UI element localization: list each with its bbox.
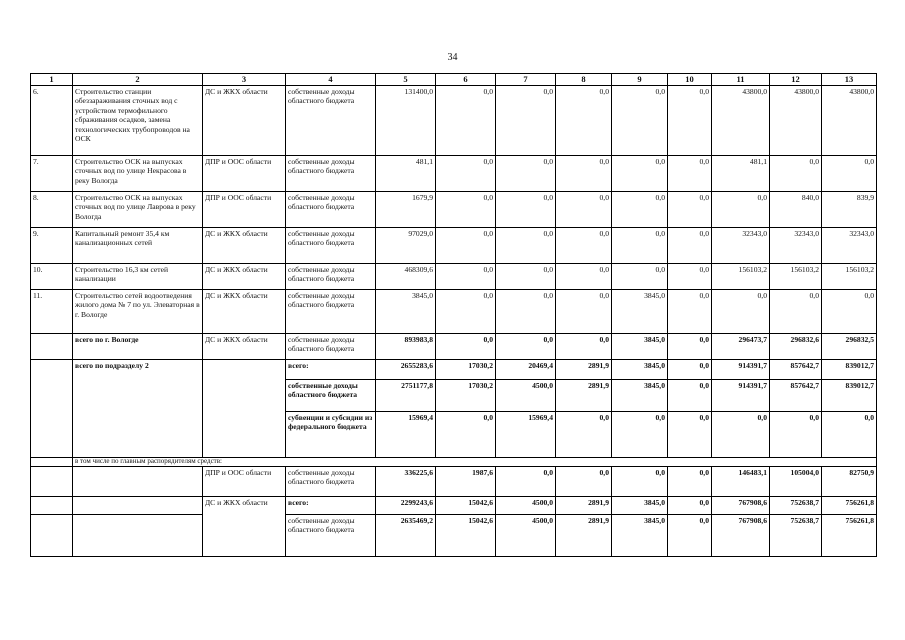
table-header-row: [31, 74, 877, 86]
project-name: [73, 467, 203, 497]
value-cell: 156103,2: [712, 264, 770, 290]
project-name: Капитальный ремонт 35,4 км канализационных сетей: [73, 228, 203, 264]
value-cell: 0,0: [496, 264, 556, 290]
value-cell: 0,0: [496, 290, 556, 334]
admin-row: [31, 497, 877, 515]
value-cell: 0,0: [496, 228, 556, 264]
administrator: ДС и ЖКХ области: [203, 228, 286, 264]
value-cell: 756261,8: [822, 515, 877, 557]
value-cell: 0,0: [556, 264, 612, 290]
row-number: [31, 360, 73, 458]
value-cell: 839012,7: [822, 380, 877, 412]
row-number: 7.: [31, 156, 73, 192]
value-cell: 3845,0: [612, 497, 668, 515]
header-cell: 13: [822, 74, 877, 86]
value-cell: 20469,4: [496, 360, 556, 380]
project-name: [73, 515, 203, 557]
value-cell: 752638,7: [770, 497, 822, 515]
value-cell: 2891,9: [556, 515, 612, 557]
admin-row: [31, 515, 877, 557]
administrator: ДС и ЖКХ области: [203, 86, 286, 156]
value-cell: 0,0: [436, 412, 496, 458]
value-cell: 156103,2: [770, 264, 822, 290]
administrator: ДС и ЖКХ области: [203, 334, 286, 360]
value-cell: 0,0: [712, 290, 770, 334]
value-cell: 0,0: [612, 192, 668, 228]
value-cell: 32343,0: [822, 228, 877, 264]
value-cell: 0,0: [436, 86, 496, 156]
value-cell: 0,0: [822, 412, 877, 458]
total-label: всего по г. Вологде: [73, 334, 203, 360]
row-number: 9.: [31, 228, 73, 264]
project-name: Строительство ОСК на выпусках сточных вод по улице Некрасова в реку Вологда: [73, 156, 203, 192]
header-cell: 8: [556, 74, 612, 86]
value-cell: 0,0: [770, 412, 822, 458]
table-row: [31, 228, 877, 264]
funding-source: собственные доходы областного бюджета: [286, 86, 376, 156]
header-cell: 1: [31, 74, 73, 86]
table-row: [31, 264, 877, 290]
administrator: ДС и ЖКХ области: [203, 290, 286, 334]
value-cell: 0,0: [712, 192, 770, 228]
value-cell: 0,0: [612, 156, 668, 192]
value-cell: 82750,9: [822, 467, 877, 497]
value-cell: 17030,2: [436, 380, 496, 412]
value-cell: 131400,0: [376, 86, 436, 156]
value-cell: 97029,0: [376, 228, 436, 264]
value-cell: 0,0: [556, 228, 612, 264]
table-row: [31, 192, 877, 228]
total-label: всего по подразделу 2: [73, 360, 203, 458]
value-cell: 0,0: [612, 86, 668, 156]
row-number: [31, 497, 73, 515]
value-cell: 43800,0: [822, 86, 877, 156]
value-cell: 1679,9: [376, 192, 436, 228]
value-cell: 43800,0: [770, 86, 822, 156]
section-label-row: [31, 458, 877, 467]
value-cell: 15042,6: [436, 515, 496, 557]
header-cell: 3: [203, 74, 286, 86]
row-number: [31, 458, 73, 467]
row-number: 8.: [31, 192, 73, 228]
value-cell: 0,0: [668, 497, 712, 515]
value-cell: 2635469,2: [376, 515, 436, 557]
administrator: ДС и ЖКХ области: [203, 497, 286, 557]
value-cell: 893983,8: [376, 334, 436, 360]
value-cell: 336225,6: [376, 467, 436, 497]
value-cell: 0,0: [668, 86, 712, 156]
value-cell: 2299243,6: [376, 497, 436, 515]
value-cell: 296832,6: [770, 334, 822, 360]
value-cell: 767908,6: [712, 497, 770, 515]
value-cell: 839012,7: [822, 360, 877, 380]
value-cell: 0,0: [496, 334, 556, 360]
table-row: [31, 156, 877, 192]
value-cell: 0,0: [436, 228, 496, 264]
header-cell: 7: [496, 74, 556, 86]
value-cell: 0,0: [668, 156, 712, 192]
value-cell: 146483,1: [712, 467, 770, 497]
value-cell: 914391,7: [712, 380, 770, 412]
value-cell: 0,0: [668, 412, 712, 458]
value-cell: 0,0: [556, 86, 612, 156]
value-cell: 4500,0: [496, 380, 556, 412]
value-cell: 0,0: [612, 228, 668, 264]
value-cell: 32343,0: [712, 228, 770, 264]
value-cell: 296832,5: [822, 334, 877, 360]
value-cell: 4500,0: [496, 515, 556, 557]
value-cell: 839,9: [822, 192, 877, 228]
value-cell: 756261,8: [822, 497, 877, 515]
funding-source: собственные доходы областного бюджета: [286, 467, 376, 497]
page-number: 34: [447, 52, 458, 63]
value-cell: 2891,9: [556, 380, 612, 412]
value-cell: 0,0: [668, 380, 712, 412]
header-cell: 11: [712, 74, 770, 86]
value-cell: 0,0: [556, 156, 612, 192]
value-cell: 0,0: [556, 192, 612, 228]
value-cell: 857642,7: [770, 360, 822, 380]
value-cell: 0,0: [668, 360, 712, 380]
section-label: в том числе по главным распорядителям средств:: [73, 458, 877, 467]
value-cell: 0,0: [436, 264, 496, 290]
value-cell: 0,0: [556, 290, 612, 334]
funding-source: собственные доходы областного бюджета: [286, 334, 376, 360]
table-row: [31, 290, 877, 334]
funding-source: собственные доходы областного бюджета: [286, 380, 376, 412]
value-cell: 0,0: [496, 156, 556, 192]
header-cell: 5: [376, 74, 436, 86]
project-name: Строительство сетей водоотведения жилого дома № 7 по ул. Элеваторная в г. Вологде: [73, 290, 203, 334]
row-number: [31, 334, 73, 360]
funding-source: собственные доходы областного бюджета: [286, 515, 376, 557]
value-cell: 15969,4: [376, 412, 436, 458]
funding-source: собственные доходы областного бюджета: [286, 290, 376, 334]
value-cell: 0,0: [668, 515, 712, 557]
value-cell: 32343,0: [770, 228, 822, 264]
project-name: Строительство ОСК на выпусках сточных вод по улице Лаврова в реку Вологда: [73, 192, 203, 228]
header-cell: 6: [436, 74, 496, 86]
value-cell: 0,0: [436, 334, 496, 360]
row-number: [31, 515, 73, 557]
value-cell: 3845,0: [612, 334, 668, 360]
value-cell: 0,0: [668, 290, 712, 334]
value-cell: 15042,6: [436, 497, 496, 515]
value-cell: 296473,7: [712, 334, 770, 360]
administrator: [203, 360, 286, 458]
row-number: [31, 467, 73, 497]
value-cell: 0,0: [496, 467, 556, 497]
value-cell: 0,0: [612, 467, 668, 497]
administrator: ДПР и ООС области: [203, 192, 286, 228]
administrator: ДПР и ООС области: [203, 156, 286, 192]
value-cell: 17030,2: [436, 360, 496, 380]
administrator: ДС и ЖКХ области: [203, 264, 286, 290]
value-cell: 914391,7: [712, 360, 770, 380]
value-cell: 0,0: [668, 334, 712, 360]
funding-source: собственные доходы областного бюджета: [286, 192, 376, 228]
value-cell: 767908,6: [712, 515, 770, 557]
funding-source: собственные доходы областного бюджета: [286, 228, 376, 264]
value-cell: 481,1: [376, 156, 436, 192]
funding-source: субвенции и субсидии из федерального бюджета: [286, 412, 376, 458]
value-cell: 840,0: [770, 192, 822, 228]
project-name: Строительство станции обеззараживания сточных вод с устройством термофильного сбраживания осадков, замена технологических трубопроводов на ОСК: [73, 86, 203, 156]
value-cell: 0,0: [436, 192, 496, 228]
budget-table: [30, 73, 877, 557]
value-cell: 2655283,6: [376, 360, 436, 380]
funding-source: собственные доходы областного бюджета: [286, 264, 376, 290]
value-cell: 15969,4: [496, 412, 556, 458]
value-cell: 752638,7: [770, 515, 822, 557]
row-number: 6.: [31, 86, 73, 156]
value-cell: 156103,2: [822, 264, 877, 290]
value-cell: 43800,0: [712, 86, 770, 156]
header-cell: 9: [612, 74, 668, 86]
value-cell: 857642,7: [770, 380, 822, 412]
value-cell: 2751177,8: [376, 380, 436, 412]
value-cell: 2891,9: [556, 360, 612, 380]
value-cell: 3845,0: [612, 290, 668, 334]
value-cell: 0,0: [668, 228, 712, 264]
total-vologda-row: [31, 334, 877, 360]
value-cell: 3845,0: [612, 515, 668, 557]
value-cell: 3845,0: [612, 360, 668, 380]
header-cell: 12: [770, 74, 822, 86]
value-cell: 0,0: [556, 467, 612, 497]
value-cell: 0,0: [770, 156, 822, 192]
value-cell: 0,0: [770, 290, 822, 334]
header-cell: 10: [668, 74, 712, 86]
admin-row: [31, 467, 877, 497]
header-cell: 2: [73, 74, 203, 86]
value-cell: 0,0: [496, 86, 556, 156]
value-cell: 0,0: [668, 192, 712, 228]
value-cell: 0,0: [436, 290, 496, 334]
value-cell: 3845,0: [612, 380, 668, 412]
value-cell: 481,1: [712, 156, 770, 192]
value-cell: 0,0: [556, 412, 612, 458]
value-cell: 0,0: [822, 290, 877, 334]
value-cell: 468309,6: [376, 264, 436, 290]
value-cell: 1987,6: [436, 467, 496, 497]
header-cell: 4: [286, 74, 376, 86]
value-cell: 0,0: [556, 334, 612, 360]
funding-source: всего:: [286, 497, 376, 515]
project-name: [73, 497, 203, 515]
value-cell: 105004,0: [770, 467, 822, 497]
value-cell: 2891,9: [556, 497, 612, 515]
row-number: 10.: [31, 264, 73, 290]
funding-source: собственные доходы областного бюджета: [286, 156, 376, 192]
value-cell: 0,0: [436, 156, 496, 192]
value-cell: 0,0: [612, 412, 668, 458]
value-cell: 0,0: [712, 412, 770, 458]
value-cell: 0,0: [612, 264, 668, 290]
funding-source: всего:: [286, 360, 376, 380]
value-cell: 4500,0: [496, 497, 556, 515]
row-number: 11.: [31, 290, 73, 334]
subsection-total-row: [31, 360, 877, 380]
project-name: Строительство 16,3 км сетей канализации: [73, 264, 203, 290]
value-cell: 0,0: [668, 264, 712, 290]
value-cell: 0,0: [668, 467, 712, 497]
administrator: ДПР и ООС области: [203, 467, 286, 497]
table-row: [31, 86, 877, 156]
value-cell: 0,0: [822, 156, 877, 192]
value-cell: 3845,0: [376, 290, 436, 334]
value-cell: 0,0: [496, 192, 556, 228]
